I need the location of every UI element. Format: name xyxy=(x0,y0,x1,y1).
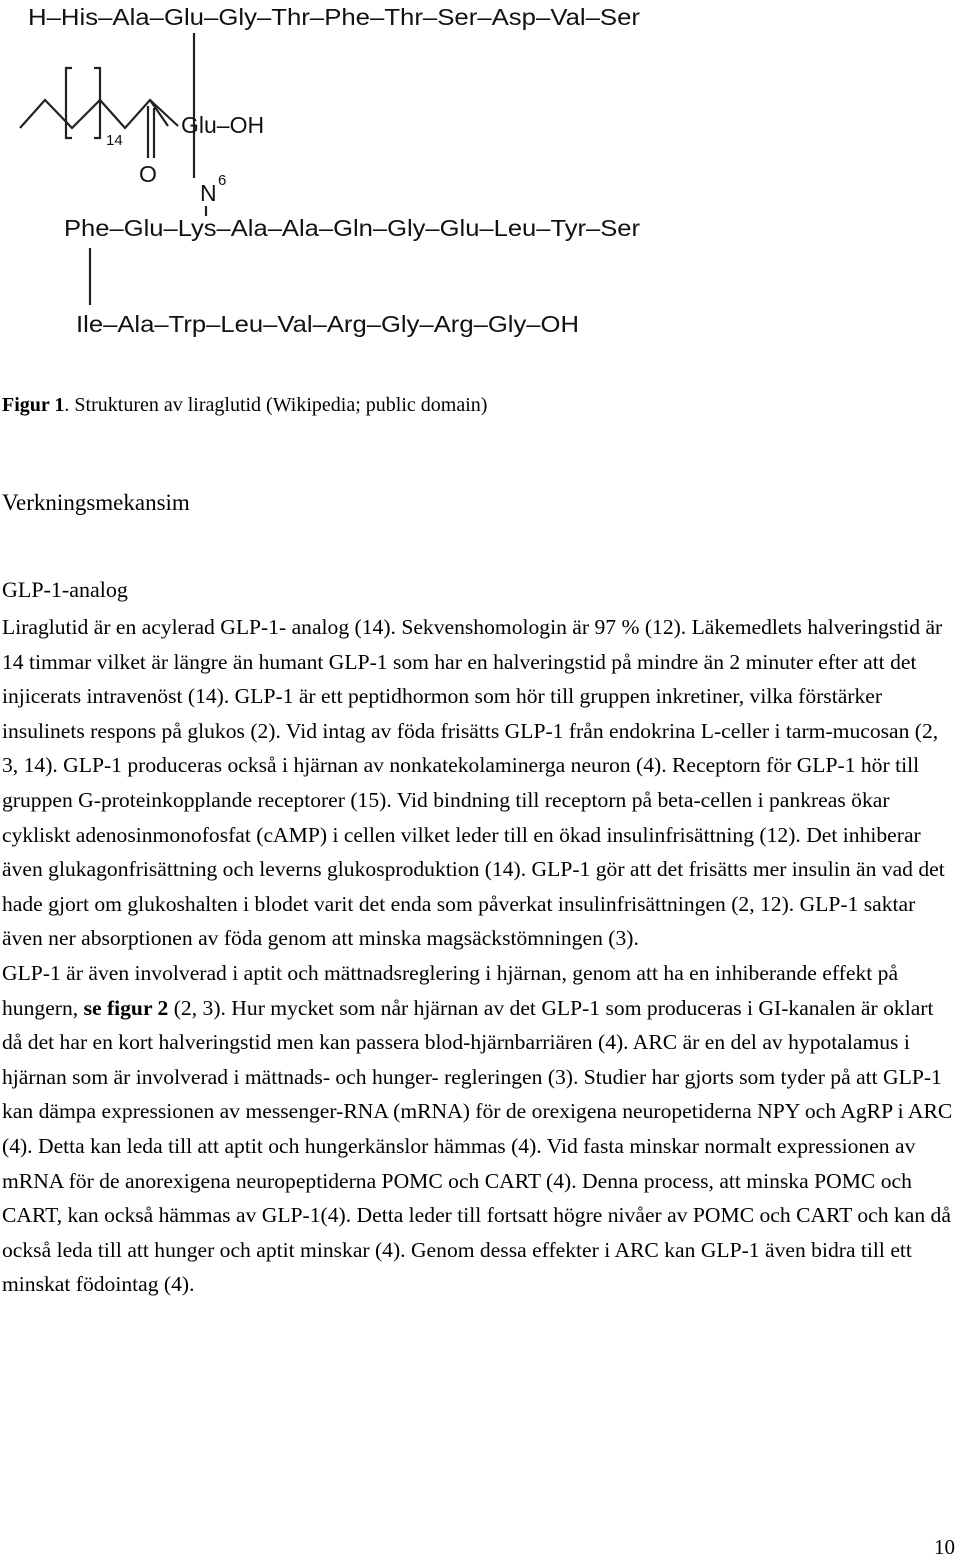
peptide-chain-middle: Phe–Glu–Lys–Ala–Ala–Gln–Gly–Glu–Leu–Tyr–Ser xyxy=(64,215,641,241)
paragraph-1: Liraglutid är en acylerad GLP-1- analog (14). Sekvenshomologin är 97 % (12). Läkemedlets halveringstid är 14 timmar vilket är längre än humant GLP-1 som har en halveringstid på mindre än 2 minuter efter att det injicerats intravenöst (14). GLP-1 är ett peptidhormon som hör till gruppen inkretiner, vilka förstärker insulinets respons på glukos (2). Vid intag av föda frisätts GLP-1 från endokrina L-celler i tarm-mucosan (2, 3, 14). GLP-1 produceras också i hjärnan av nonkatekolaminerga neuron (4). Receptorn för GLP-1 hör till gruppen G-proteinkopplande receptorer (15). Vid bindning till receptorn på beta-cellen i pankreas ökar cykliskt adenosinmonofosfat (cAMP) i cellen vilket leder till en ökad insulinfrisättning (12). Det inhiberar även glukagonfrisättning och leverns glukosproduktion (14). GLP-1 gör att det frisätts mer insulin än vad det hade gjort om glukoshalten i blodet varit det enda som påverkat insulinfrisättningen (2, 12). GLP-1 saktar även ner absorptionen av föda genom att minska magsäckstömningen (3). xyxy=(2,615,945,951)
paragraph-2-end: (2, 3). Hur mycket som når hjärnan av det GLP-1 som produceras i GI-kanalen är oklart då det har en kort halveringstid men kan passera blod-hjärnbarriären (4). ARC är en del av hypotalamus i hjärnan som är involverad i mättnads- och hunger- regleringen (3). Studier har gjorts som tyder på att GLP-1 kan dämpa expressionen av messenger-RNA (mRNA) för de orexigena neuropetiderna NPY och AgRP i ARC (4). Detta kan leda till att aptit och hungerkänslor hämmas (4). Vid fasta minskar normalt expressionen av mRNA för de anorexigena neuropeptiderna POMC och CART (4). Denna process, att minska POMC och CART, kan också hämmas av GLP-1(4). Detta leder till fortsatt högre nivåer av POMC och CART och kan då också leda till att hunger och aptit minskar (4). Genom dessa effekter i ARC kan GLP-1 även bidra till ett minskat födointag (4). xyxy=(2,995,953,1297)
oxygen-label: O xyxy=(139,161,157,187)
glu-oh-label: Glu–OH xyxy=(181,112,265,138)
section-heading: Verkningsmekansim xyxy=(2,490,190,515)
peptide-chain-top: H–His–Ala–Glu–Gly–Thr–Phe–Thr–Ser–Asp–Val–Ser xyxy=(28,4,641,30)
nitrogen-superscript: 6 xyxy=(218,172,227,189)
paragraph-2 xyxy=(2,956,958,1302)
figure-2-reference: se figur 2 xyxy=(83,995,169,1020)
body-text xyxy=(2,610,958,1302)
paragraph-2-start: GLP-1 är även involverad i aptit och mättnadsreglering i hjärnan, genom att ha en inhiberande effekt på hungern, xyxy=(2,960,899,1020)
figure-caption xyxy=(2,394,487,417)
figure-caption-text: . Strukturen av liraglutid (Wikipedia; public domain) xyxy=(64,394,488,416)
nitrogen-label: N xyxy=(200,180,217,206)
peptide-chain-bottom: Ile–Ala–Trp–Leu–Val–Arg–Gly–Arg–Gly–OH xyxy=(76,311,579,337)
subsection-heading: GLP-1-analog xyxy=(2,577,128,602)
fatty-acid-chain xyxy=(20,100,168,128)
subscript-14: 14 xyxy=(106,132,123,149)
page-number: 10 xyxy=(934,1535,955,1559)
liraglutide-structure-figure xyxy=(0,0,660,345)
figure-caption-label: Figur 1 xyxy=(2,394,65,416)
